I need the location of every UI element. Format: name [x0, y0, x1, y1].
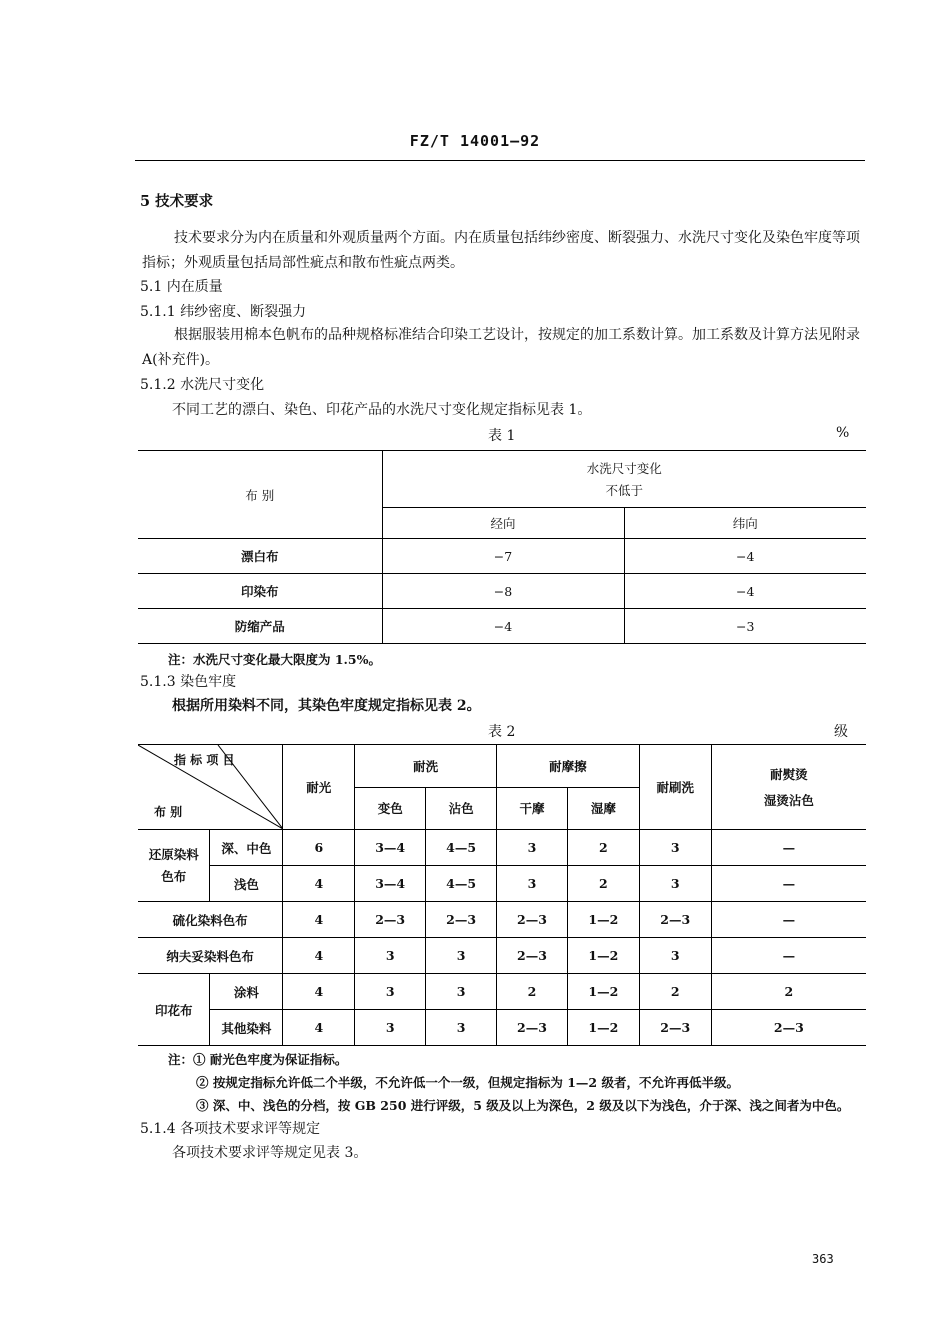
section-5-heading: 5 技术要求: [140, 193, 214, 210]
table-1-unit: %: [836, 425, 850, 441]
table-2-rub-dry-header: 干摩: [497, 787, 568, 830]
table-2-cell: 3: [355, 1010, 426, 1046]
table-2-iron-line1: 耐熨烫: [770, 767, 808, 782]
table-2-note-1: 注：① 耐光色牢度为保证指标。: [168, 1052, 348, 1067]
table-1-cell: −7: [382, 539, 624, 574]
table-2-rub-header: 耐摩擦: [497, 745, 640, 788]
table-2-cell: —: [711, 938, 866, 974]
table-2-brush-header: 耐刷洗: [639, 745, 711, 830]
section-5-1-3-text: 根据所用染料不同，其染色牢度规定指标见表 2。: [172, 698, 481, 714]
table-1-cell: −4: [624, 574, 866, 609]
table-2-wash-stain-header: 沾色: [426, 787, 497, 830]
table-2-unit: 级: [834, 724, 848, 740]
table-1-group-line2: 不低于: [605, 483, 643, 498]
table-2-cell: 2: [711, 974, 866, 1010]
table-2-light-header: 耐光: [283, 745, 355, 830]
table-1-note: 注：水洗尺寸变化最大限度为 1.5%。: [168, 652, 381, 667]
header-rule: [135, 160, 865, 161]
table-1-cell: −4: [624, 539, 866, 574]
section-5-1-4-heading: 5.1.4 各项技术要求评等规定: [140, 1121, 321, 1137]
table-2-wash-header: 耐洗: [355, 745, 497, 788]
table-2-cell: 3: [497, 866, 568, 902]
section-5-1-heading: 5.1 内在质量: [140, 279, 223, 295]
table-2-cell: 3: [639, 830, 711, 866]
table-2-cell: 3: [426, 974, 497, 1010]
table-2-cell: 4—5: [426, 830, 497, 866]
table-2-group-print: 印花布: [138, 974, 210, 1046]
table-2-cell: 2: [497, 974, 568, 1010]
table-1-row-name: 印染布: [138, 574, 382, 609]
table-2-group-vat: [138, 830, 210, 902]
table-2-sub: 深、中色: [210, 830, 283, 866]
table-2-cell: 3: [639, 938, 711, 974]
table-2-sub: 其他染料: [210, 1010, 283, 1046]
table-2-cell: —: [711, 866, 866, 902]
table-2-cell: 2—3: [639, 1010, 711, 1046]
table-2-diagonal-header: [138, 745, 283, 830]
table-2-cell: 2: [639, 974, 711, 1010]
table-2-cell: 1—2: [567, 1010, 639, 1046]
table-2-cell: 4: [283, 974, 355, 1010]
table-1-cell: −3: [624, 609, 866, 644]
table-2-sub: 纳夫妥染料色布: [138, 938, 283, 974]
table-2-iron-header: [711, 745, 866, 830]
table-1-row-name: 漂白布: [138, 539, 382, 574]
table-2-note-2: ② 按规定指标允许低二个半级，不允许低一个一级，但规定指标为 1—2 级者，不允许再低半级。: [196, 1075, 739, 1090]
table-2-sub: 浅色: [210, 866, 283, 902]
table-2-cell: 4: [283, 866, 355, 902]
section-5-1-2-heading: 5.1.2 水洗尺寸变化: [140, 377, 265, 393]
standard-code-header: FZ/T 14001—92: [409, 132, 541, 150]
table-2-cell: 3—4: [355, 830, 426, 866]
table-2-sub: 硫化染料色布: [138, 902, 283, 938]
table-2-cell: 2: [567, 830, 639, 866]
section-5-1-1-heading: 5.1.1 纬纱密度、断裂强力: [140, 304, 307, 320]
table-1-group-line1: 水洗尺寸变化: [586, 461, 662, 476]
table-2-cell: 6: [283, 830, 355, 866]
section-5-intro: 技术要求分为内在质量和外观质量两个方面。内在质量包括纬纱密度、断裂强力、水洗尺寸变化及染色牢度等项指标；外观质量包括局部性疵点和散布性疵点两类。: [142, 230, 860, 271]
table-2-cell: 4—5: [426, 866, 497, 902]
table-2-cell: 4: [283, 1010, 355, 1046]
table-1-cell: −8: [382, 574, 624, 609]
table-1-category-header: 布 别: [138, 451, 382, 539]
table-2-note-3: ③ 深、中、浅色的分档，按 GB 250 进行评级，5 级及以上为深色，2 级及以下为浅色，介于深、浅之间者为中色。: [196, 1098, 850, 1113]
table-2-cell: 3: [355, 938, 426, 974]
table-2-cell: 1—2: [567, 974, 639, 1010]
table-1-weft-header: 纬向: [624, 508, 866, 539]
table-2-cell: 2—3: [497, 1010, 568, 1046]
table-2: [138, 744, 866, 1046]
table-1-caption: 表 1: [488, 428, 516, 444]
table-2-cell: 2: [567, 866, 639, 902]
table-2-wash-change-header: 变色: [355, 787, 426, 830]
table-2-cell: 2—3: [711, 1010, 866, 1046]
table-2-caption: 表 2: [488, 724, 516, 740]
table-2-cell: 4: [283, 902, 355, 938]
table-2-cell: 1—2: [567, 902, 639, 938]
table-2-cell: 3: [426, 1010, 497, 1046]
table-2-group-vat-label: 还原染料色布: [148, 846, 199, 884]
table-2-cell: —: [711, 830, 866, 866]
table-2-cell: 2—3: [497, 938, 568, 974]
table-1-warp-header: 经向: [382, 508, 624, 539]
table-1-row-name: 防缩产品: [138, 609, 382, 644]
table-2-cell: 2—3: [426, 902, 497, 938]
table-2-cell: —: [711, 902, 866, 938]
table-1-cell: −4: [382, 609, 624, 644]
page-number: 363: [812, 1252, 834, 1266]
table-2-cell: 2—3: [355, 902, 426, 938]
table-2-cell: 4: [283, 938, 355, 974]
table-2-cell: 3—4: [355, 866, 426, 902]
table-2-sub: 涂料: [210, 974, 283, 1010]
table-2-cell: 3: [497, 830, 568, 866]
table-2-cell: 2—3: [639, 902, 711, 938]
diag-bottom-label: 布 别: [154, 805, 183, 819]
section-5-1-1-text: 根据服装用棉本色帆布的品种规格标准结合印染工艺设计，按规定的加工系数计算。加工系数及计算方法见附录 A(补充件)。: [142, 327, 860, 368]
table-2-cell: 1—2: [567, 938, 639, 974]
section-5-1-4-text: 各项技术要求评等规定见表 3。: [172, 1145, 368, 1161]
section-5-1-2-text: 不同工艺的漂白、染色、印花产品的水洗尺寸变化规定指标见表 1。: [172, 402, 592, 418]
section-5-1-3-heading: 5.1.3 染色牢度: [140, 674, 237, 690]
table-2-iron-line2: 湿烫沾色: [763, 793, 814, 808]
diag-top-label: 指 标 项 目: [174, 753, 235, 767]
table-2-cell: 3: [355, 974, 426, 1010]
table-2-cell: 3: [639, 866, 711, 902]
table-1-group-header: [382, 451, 866, 508]
table-2-rub-wet-header: 湿摩: [567, 787, 639, 830]
table-2-cell: 3: [426, 938, 497, 974]
table-2-cell: 2—3: [497, 902, 568, 938]
table-1: [138, 450, 866, 644]
